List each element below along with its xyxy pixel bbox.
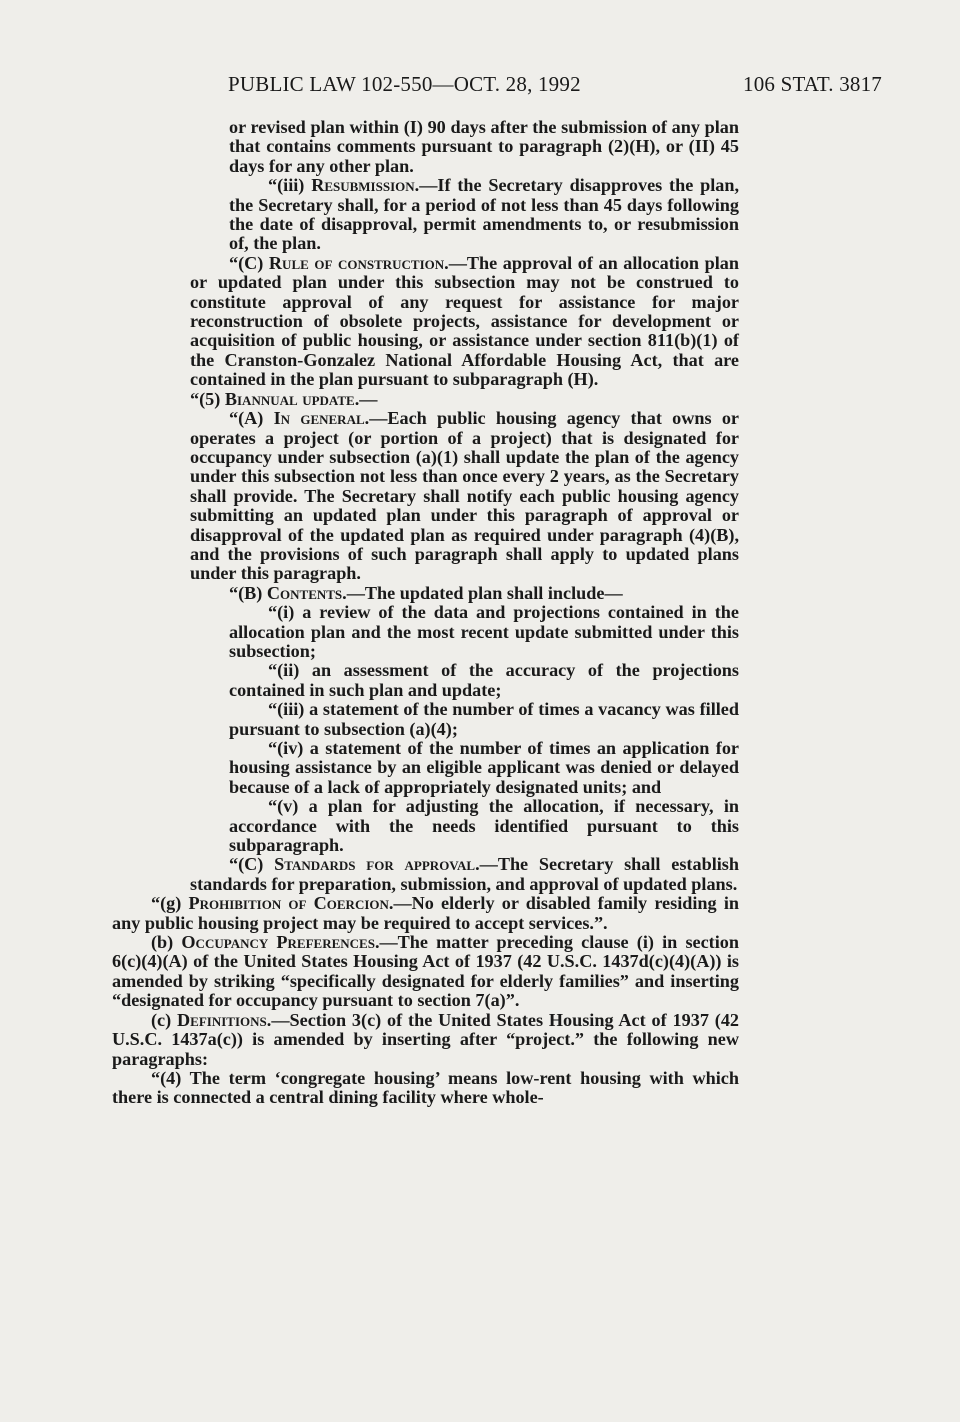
paragraph-text: “(g) bbox=[151, 893, 189, 914]
heading-caption: Prohibition of Coercion bbox=[188, 893, 389, 914]
heading-caption: Biannual update bbox=[224, 388, 355, 409]
paragraph bbox=[229, 661, 739, 700]
paragraph bbox=[190, 390, 739, 409]
paragraph-text: (b) bbox=[151, 932, 182, 953]
paragraph-text: (c) bbox=[151, 1009, 178, 1030]
paragraph-text: “(A) bbox=[229, 408, 274, 429]
paragraph bbox=[229, 700, 739, 739]
heading-caption: Standards for approval bbox=[274, 854, 476, 875]
paragraph-text: “(5) bbox=[190, 388, 225, 409]
paragraph bbox=[190, 254, 739, 390]
header-stat-page: 106 STAT. 3817 bbox=[743, 72, 882, 96]
paragraph-text: “(i) a review of the data and projections contained in the allocation plan and the most recent update submitted under this subsection; bbox=[229, 602, 739, 661]
paragraph-text: “(4) The term ‘congregate housing’ means low-rent housing with which there is connected a central dining facility where whole- bbox=[112, 1067, 739, 1108]
paragraph-text: “(iii) bbox=[268, 175, 312, 196]
heading-caption: Occupancy Preferences bbox=[181, 932, 375, 953]
paragraph bbox=[229, 176, 739, 254]
paragraph-text: “(C) bbox=[229, 252, 269, 273]
heading-caption: In general bbox=[273, 408, 365, 429]
paragraph bbox=[112, 1069, 739, 1108]
paragraph-text: “(ii) an assessment of the accuracy of the projections contained in such plan and update; bbox=[229, 660, 739, 700]
paragraph-text: .—The approval of an allocation plan or updated plan under this subsection may not be construed to constitute approval of any request for assistance for major reconstruction of obsolete projects, assistance for development or acquisition of public housing, or assistance under section 811(b)(1) of the Cranston-Gonzalez National Affordable Housing Act, that are contained in the plan pursuant to subparagraph (H). bbox=[190, 252, 739, 390]
heading-caption: Resubmission bbox=[311, 175, 415, 196]
paragraph-text: .— bbox=[354, 388, 378, 409]
running-header bbox=[228, 72, 882, 100]
paragraph-text: “(v) a plan for adjusting the allocation, if necessary, in accordance with the needs identified pursuant to this subparagraph. bbox=[229, 796, 739, 856]
paragraph bbox=[112, 1011, 739, 1069]
header-law-citation: PUBLIC LAW 102-550—OCT. 28, 1992 bbox=[228, 72, 581, 96]
heading-caption: Definitions bbox=[177, 1009, 267, 1030]
paragraph-text: .—The Secretary shall establish standards for preparation, submission, and approval of updated plans. bbox=[190, 854, 739, 894]
paragraph-text: .—No elderly or disabled family residing in any public housing project may be required to accept services.”. bbox=[112, 893, 739, 933]
paragraph bbox=[229, 797, 739, 855]
paragraph bbox=[190, 584, 739, 603]
paragraph bbox=[190, 409, 739, 584]
paragraph-text: .—Each public housing agency that owns or operates a project (or portion of a project) that is designated for occupancy under subsection (a)(1) shall update the plan of the agency under this subsection not less than once every 2 years, as the Secretary shall provide. The Secretary shall notify each public housing agency submitting an updated plan under this paragraph of approval or disapproval of the updated plan as required under paragraph (4)(B), and the provisions of such paragraph shall apply to updated plans under this paragraph. bbox=[190, 408, 739, 584]
paragraph bbox=[112, 894, 739, 933]
heading-caption: Contents bbox=[266, 582, 343, 603]
paragraph bbox=[112, 933, 739, 1011]
paragraph-text: .—The updated plan shall include— bbox=[342, 582, 623, 603]
paragraph-text: “(B) bbox=[229, 582, 267, 603]
paragraph-text: “(C) bbox=[229, 854, 275, 875]
paragraph-text: .—If the Secretary disapproves the plan, the Secretary shall, for a period of not less than 45 days following the date of disapproval, permit amendments to, or resubmission of, the plan. bbox=[229, 175, 740, 254]
statute-body-text bbox=[112, 118, 739, 1108]
paragraph bbox=[190, 855, 739, 894]
paragraph-text: or revised plan within (I) 90 days after the submission of any plan that contains comments pursuant to paragraph (2)(H), or (II) 45 days for any other plan. bbox=[229, 117, 739, 176]
paragraph bbox=[229, 603, 739, 661]
paragraph bbox=[229, 118, 739, 176]
paragraph-text: .—Section 3(c) of the United States Housing Act of 1937 (42 U.S.C. 1437a(c)) is amended by inserting after “project.” the following new paragraphs: bbox=[112, 1009, 740, 1069]
paragraph-text: “(iv) a statement of the number of times an application for housing assistance by an eligible applicant was denied or delayed because of a lack of appropriately designated units; and bbox=[229, 738, 739, 797]
paragraph-text: “(iii) a statement of the number of times a vacancy was filled pursuant to subsection (a)(4); bbox=[229, 699, 739, 739]
paragraph-text: .—The matter preceding clause (i) in section 6(c)(4)(A) of the United States Housing Act of 1937 (42 U.S.C. 1437d(c)(4)(A)) is amended by striking “specifically designated for elderly families” and inserting “designated for occupancy pursuant to section 7(a)”. bbox=[112, 932, 739, 1011]
paragraph bbox=[229, 739, 739, 797]
heading-caption: Rule of construction bbox=[268, 252, 445, 273]
